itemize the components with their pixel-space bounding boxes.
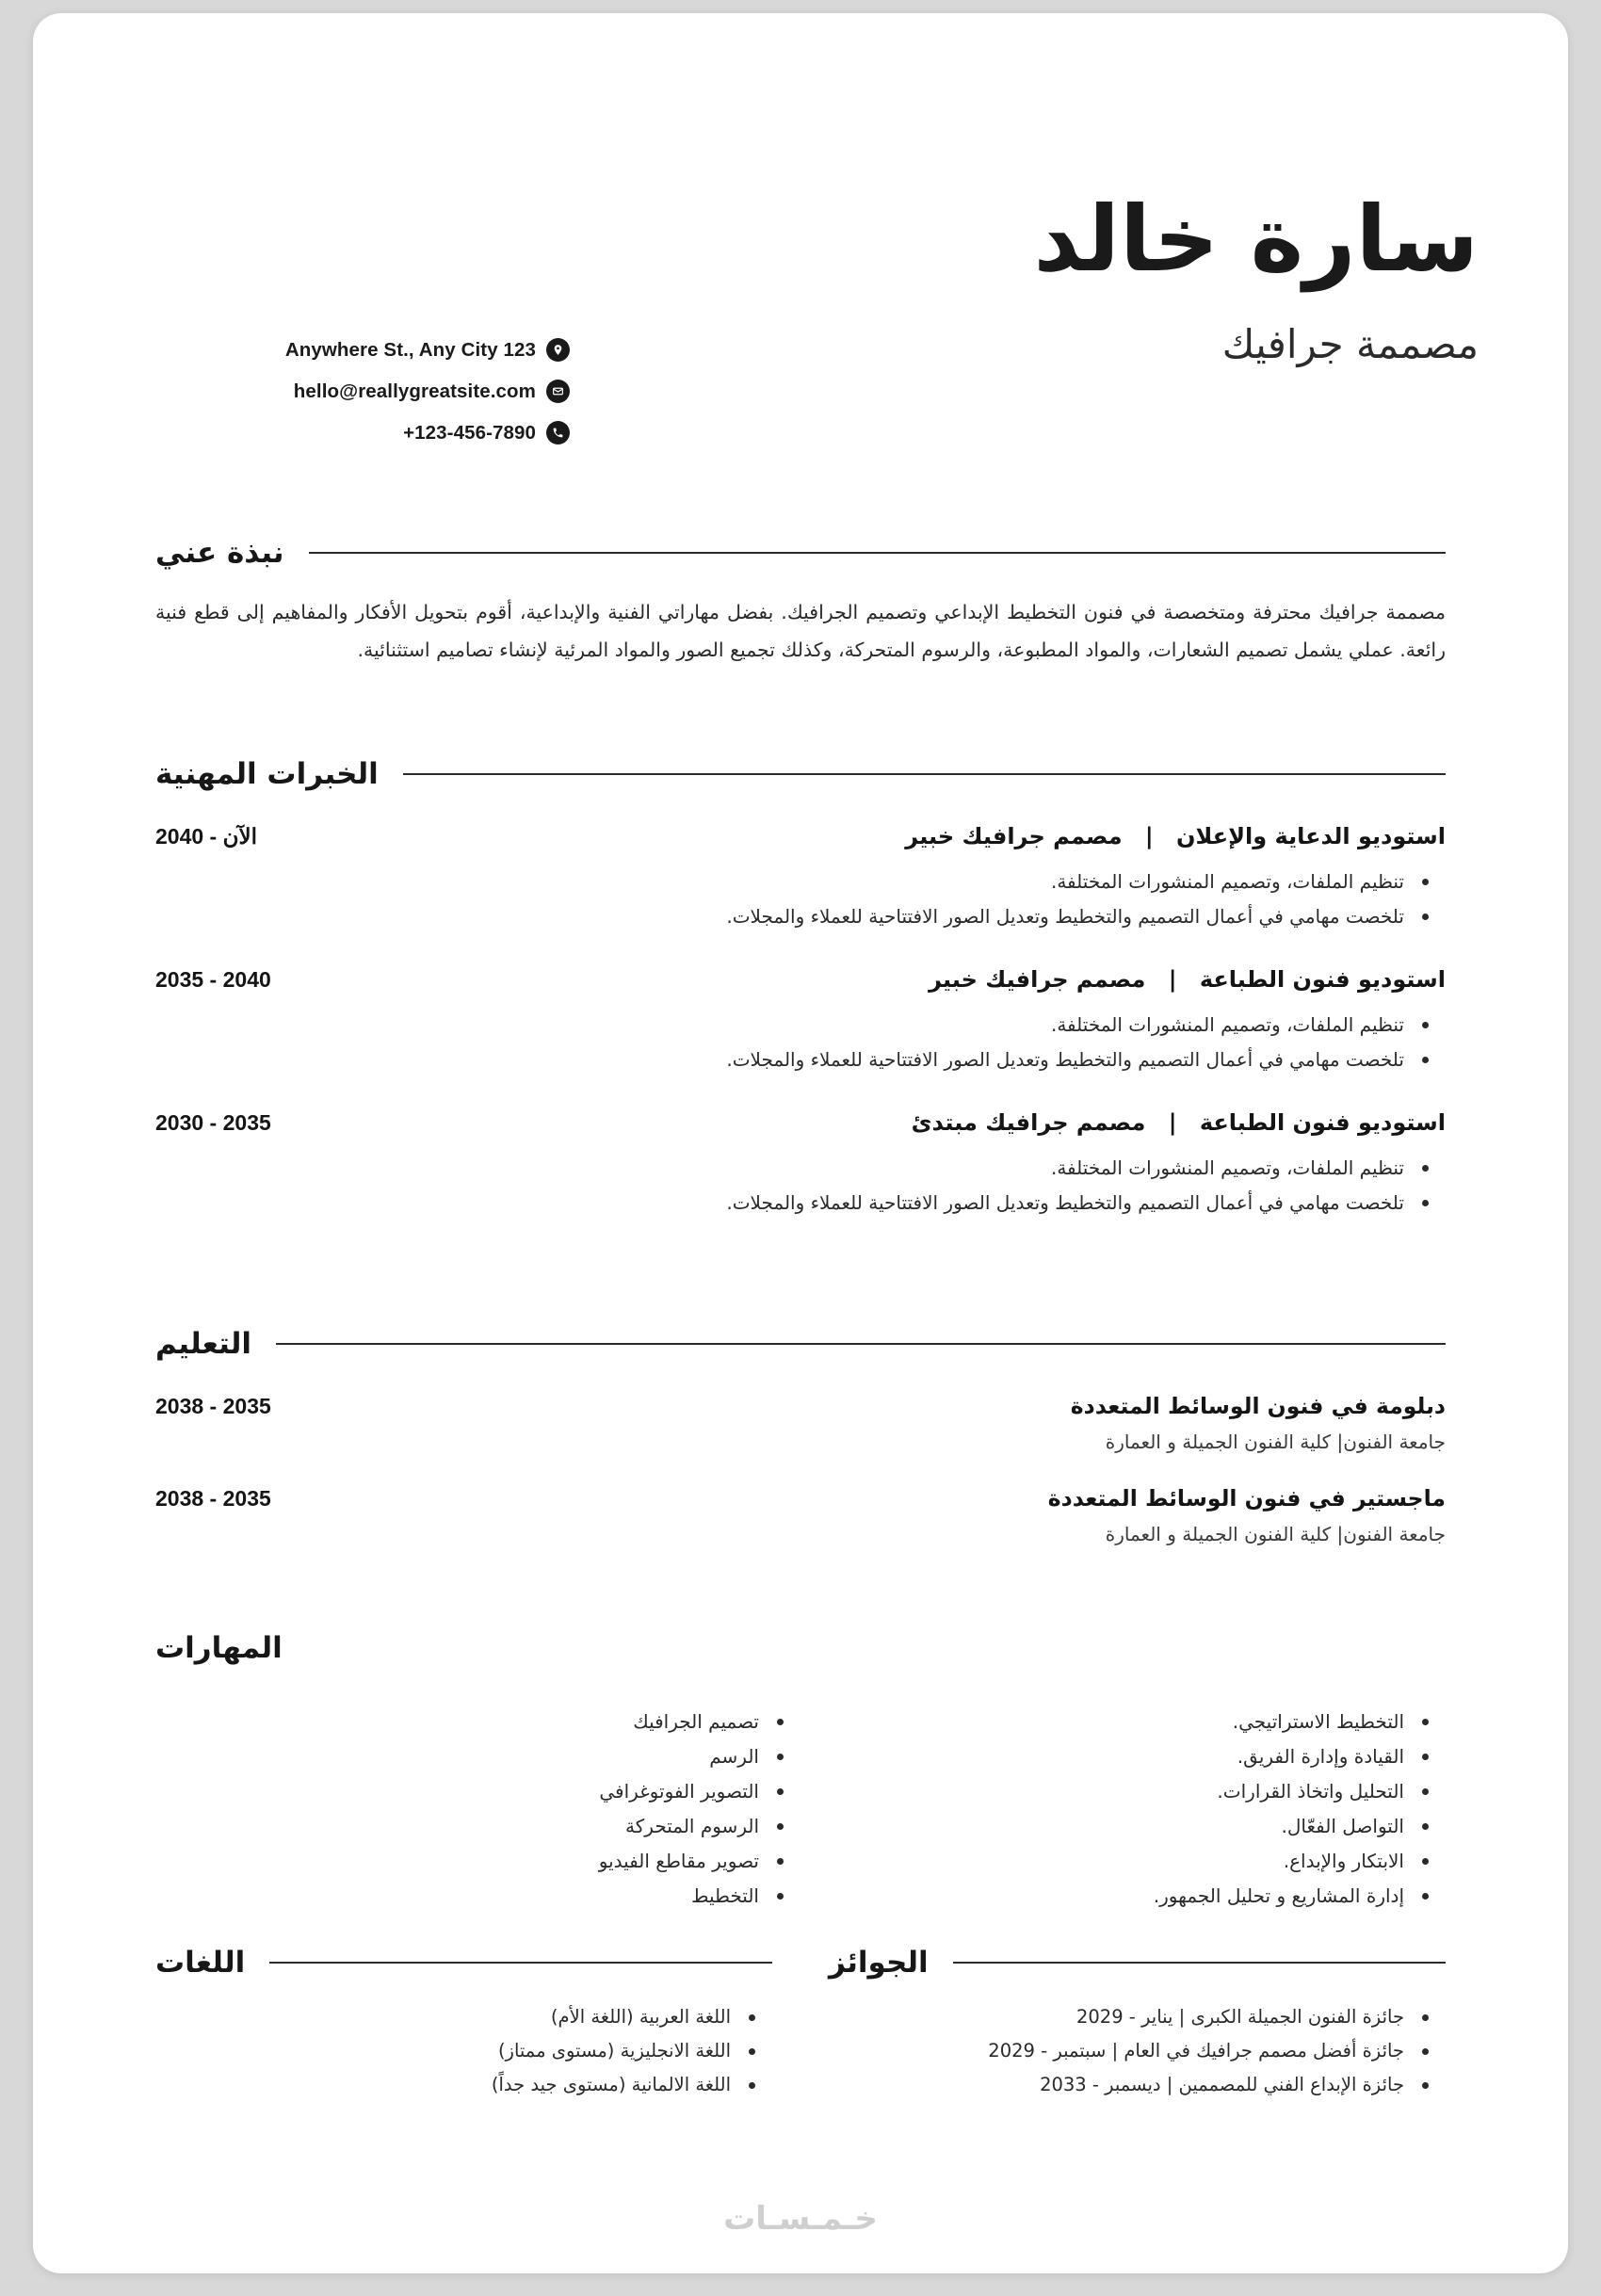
experience-item — [155, 966, 1446, 1077]
divider — [309, 552, 1447, 554]
experience-dates: 2035 - 2040 — [155, 967, 271, 992]
divider — [276, 1343, 1446, 1345]
list-item: التخطيط الاستراتيجي. — [800, 1705, 1404, 1739]
list-item: التخطيط — [155, 1879, 759, 1914]
list-item: اللغة العربية (اللغة الأم) — [155, 2000, 731, 2034]
contact-email-text: hello@reallygreatsite.com — [293, 380, 536, 402]
section-languages — [155, 1946, 772, 2102]
list-item: تلخصت مهامي في أعمال التصميم والتخطيط وتعديل الصور الافتتاحية للعملاء والمجلات. — [155, 899, 1404, 934]
location-pin-icon — [546, 338, 570, 362]
skills-title: المهارات — [155, 1631, 283, 1665]
experience-position: مصمم جرافيك مبتدئ — [911, 1109, 1146, 1136]
watermark: خـمـسـات — [723, 2200, 878, 2238]
contact-list — [174, 338, 570, 462]
list-item: التصوير الفوتوغرافي — [155, 1774, 759, 1809]
experience-heading — [155, 757, 1446, 791]
section-experience — [155, 757, 1446, 1221]
experience-company: استوديو الدعاية والإعلان — [1176, 823, 1446, 849]
list-item: تصوير مقاطع الفيديو — [155, 1844, 759, 1879]
experience-title-line — [912, 1109, 1446, 1136]
experience-title-line — [929, 966, 1446, 993]
list-item: جائزة الإبداع الفني للمصممين | ديسمبر - 2033 — [829, 2068, 1404, 2102]
list-item: اللغة الالمانية (مستوى جيد جداً) — [155, 2068, 731, 2102]
experience-company: استوديو فنون الطباعة — [1199, 966, 1446, 993]
awards-list — [829, 2000, 1446, 2102]
list-item: الرسوم المتحركة — [155, 1809, 759, 1844]
languages-heading — [155, 1946, 772, 1980]
list-item: اللغة الانجليزية (مستوى ممتاز) — [155, 2034, 731, 2068]
resume-content — [33, 13, 1568, 2273]
separator: | — [1168, 966, 1177, 993]
awards-heading — [829, 1946, 1446, 1980]
education-degree: دبلومة في فنون الوسائط المتعددة — [1070, 1393, 1446, 1419]
separator: | — [1168, 1109, 1177, 1136]
section-education — [155, 1327, 1446, 1545]
divider — [953, 1962, 1446, 1964]
experience-position: مصمم جرافيك خبير — [905, 823, 1123, 849]
experience-bullets — [155, 865, 1446, 934]
contact-item-email — [174, 380, 570, 403]
list-item: تنظيم الملفات، وتصميم المنشورات المختلفة. — [155, 1151, 1404, 1186]
contact-item-address — [174, 338, 570, 362]
list-item: جائزة أفضل مصمم جرافيك في العام | سبتمبر - 2029 — [829, 2034, 1404, 2068]
experience-bullets — [155, 1008, 1446, 1077]
bottom-sections — [155, 1946, 1446, 2102]
experience-item — [155, 823, 1446, 934]
experience-position: مصمم جرافيك خبير — [929, 966, 1146, 993]
list-item: الرسم — [155, 1739, 759, 1774]
divider — [269, 1962, 772, 1964]
education-item — [155, 1393, 1446, 1453]
list-item: تنظيم الملفات، وتصميم المنشورات المختلفة. — [155, 865, 1404, 899]
section-about — [155, 536, 1446, 670]
list-item: التحليل واتخاذ القرارات. — [800, 1774, 1404, 1809]
list-item: تلخصت مهامي في أعمال التصميم والتخطيط وتعديل الصور الافتتاحية للعملاء والمجلات. — [155, 1186, 1404, 1221]
candidate-name: سارة خالد — [1033, 186, 1479, 292]
contact-item-phone — [174, 421, 570, 445]
skills-list-left — [800, 1705, 1446, 1914]
contact-address-text: Anywhere St., Any City 123 — [284, 338, 536, 361]
education-dates: 2038 - 2035 — [155, 1486, 271, 1511]
list-item: التواصل الفعّال. — [800, 1809, 1404, 1844]
education-school: جامعة الفنون| كلية الفنون الجميلة و العمارة — [1105, 1523, 1446, 1545]
experience-bullets — [155, 1151, 1446, 1221]
list-item: القيادة وإدارة الفريق. — [800, 1739, 1404, 1774]
education-degree: ماجستير في فنون الوسائط المتعددة — [1047, 1485, 1446, 1512]
skills-column-right — [155, 1690, 800, 1914]
about-heading — [155, 536, 1446, 570]
candidate-role: مصممة جرافيك — [1221, 320, 1479, 367]
languages-title: اللغات — [155, 1946, 246, 1980]
about-text: مصممة جرافيك محترفة ومتخصصة في فنون التخطيط الإبداعي وتصميم الجرافيك. بفضل مهاراتي الفنية والإبداعية، أقوم بتحويل الأفكار والمفاهيم إلى قطع فنية رائعة. عملي يشمل تصميم الشعارات، والمواد المطبوعة، والرسوم المتحركة، وكذلك تجميع الصور والمواد المرئية لإنشاء تصاميم استثنائية. — [155, 601, 1446, 661]
list-item: تنظيم الملفات، وتصميم المنشورات المختلفة. — [155, 1008, 1404, 1043]
list-item: تصميم الجرافيك — [155, 1705, 759, 1739]
experience-item — [155, 1109, 1446, 1221]
resume-page — [33, 13, 1568, 2273]
divider — [403, 773, 1446, 775]
skills-column-left — [800, 1690, 1446, 1914]
skills-heading — [155, 1631, 1446, 1665]
list-item: جائزة الفنون الجميلة الكبرى | يناير - 2029 — [829, 2000, 1404, 2034]
list-item: الابتكار والإبداع. — [800, 1844, 1404, 1879]
envelope-icon — [546, 380, 570, 403]
education-item — [155, 1485, 1446, 1545]
about-title: نبذة عني — [155, 536, 284, 570]
separator: | — [1144, 823, 1154, 849]
education-school: جامعة الفنون| كلية الفنون الجميلة و العمارة — [1105, 1431, 1446, 1453]
experience-title: الخبرات المهنية — [155, 757, 379, 791]
languages-list — [155, 2000, 772, 2102]
education-heading — [155, 1327, 1446, 1361]
education-title: التعليم — [155, 1327, 252, 1361]
experience-dates: 2040 - الآن — [155, 824, 258, 849]
contact-phone-text: +123-456-7890 — [403, 421, 536, 444]
skills-list-right — [155, 1705, 800, 1914]
awards-title: الجوائز — [829, 1946, 929, 1980]
list-item: إدارة المشاريع و تحليل الجمهور. — [800, 1879, 1404, 1914]
experience-title-line — [905, 823, 1446, 849]
experience-dates: 2030 - 2035 — [155, 1110, 271, 1135]
education-dates: 2038 - 2035 — [155, 1394, 271, 1418]
list-item: تلخصت مهامي في أعمال التصميم والتخطيط وتعديل الصور الافتتاحية للعملاء والمجلات. — [155, 1043, 1404, 1077]
section-awards — [829, 1946, 1446, 2102]
phone-icon — [546, 421, 570, 445]
experience-company: استوديو فنون الطباعة — [1199, 1109, 1446, 1136]
section-skills — [155, 1631, 1446, 1914]
